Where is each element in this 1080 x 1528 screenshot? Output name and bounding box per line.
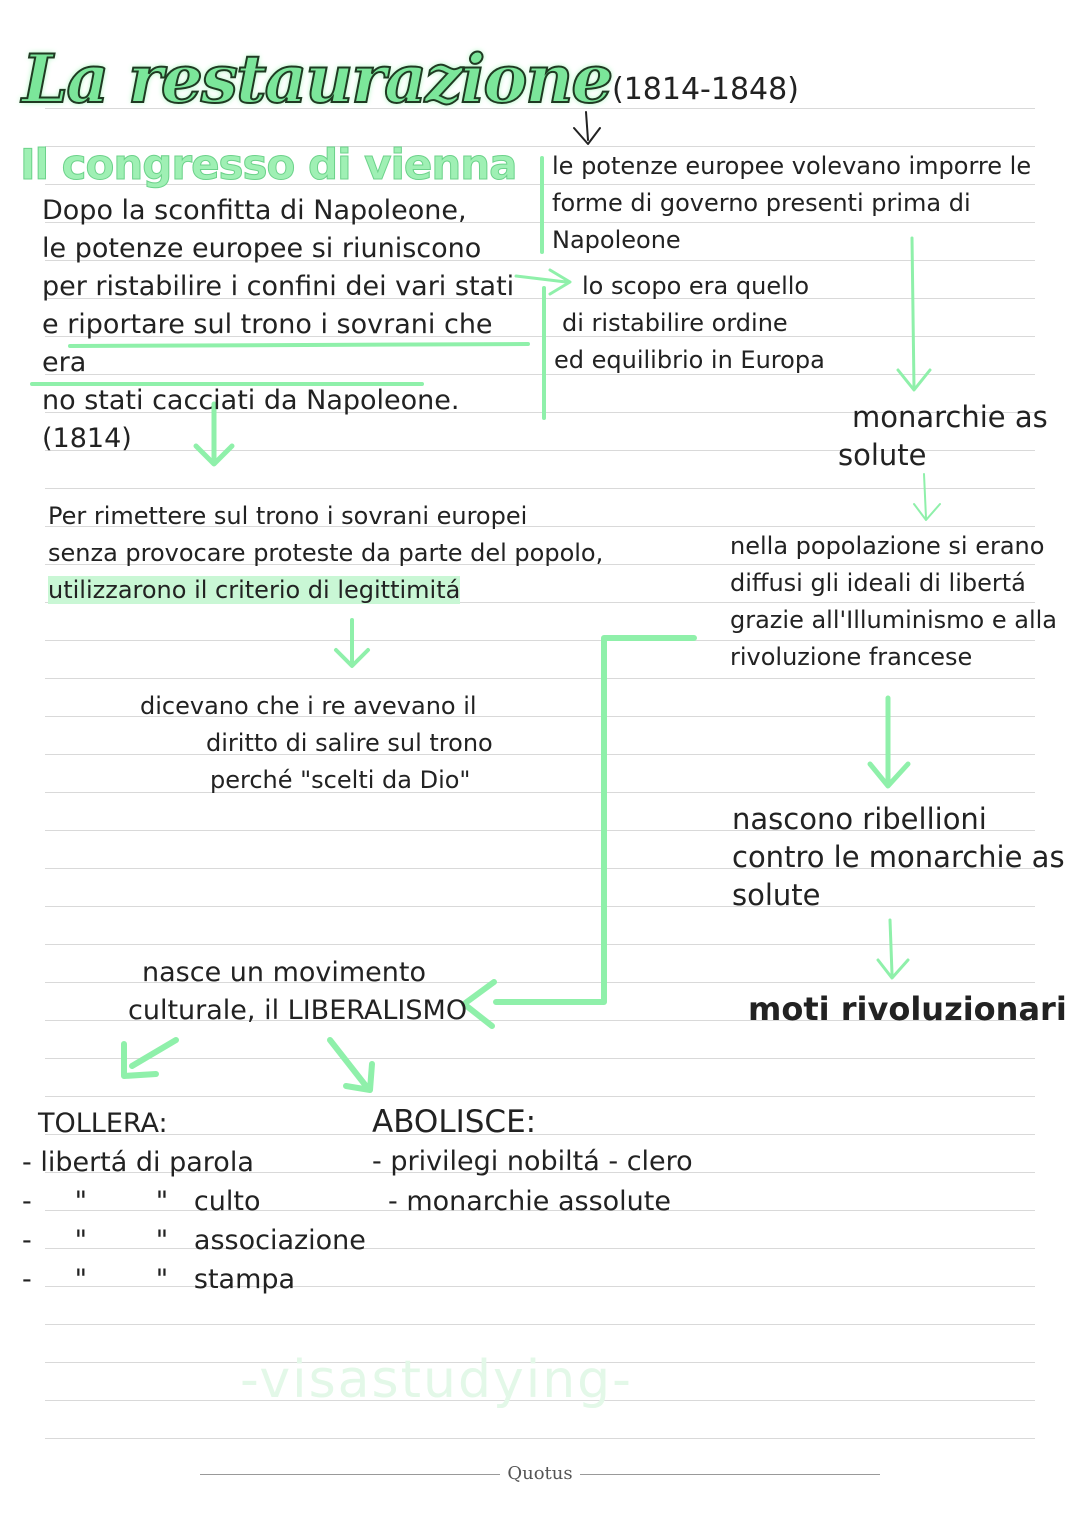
divine-line: dicevano che i re avevano il [140,692,477,720]
date-range: (1814-1848) [612,72,799,107]
purpose-line: di ristabilire ordine [562,309,788,337]
divine-line: diritto di salire sul trono [206,729,493,757]
tollera-heading: TOLLERA: [38,1108,168,1139]
criterion-line [48,572,608,609]
ideals-block [730,528,1075,676]
footer-brand: Quotus [501,1463,578,1484]
section-subtitle: Il congresso di vienna [20,140,517,189]
intro-line: Dopo la sconfitta di Napoleone, [42,195,467,226]
intro-block [42,192,542,458]
purpose-block [554,268,862,379]
purpose-line: ed equilibrio in Europa [554,346,825,374]
tollera-item: - " " associazione [22,1225,366,1256]
tollera-item: - " " culto [22,1186,261,1217]
powers-line: le potenze europee volevano imporre le [552,152,1032,180]
page-title: La restaurazione [22,40,612,118]
absolute-line: monarchie as [852,400,1048,434]
watermark: -visastudying- [240,1350,633,1410]
absolute-line: solute [838,438,927,472]
liberalism-line: nasce un movimento [142,957,427,988]
intro-line: no stati cacciati da Napoleone. (1814) [42,385,460,454]
intro-line: e riportare sul trono i sovrani che era [42,309,493,378]
tollera-block [22,1104,382,1299]
ideals-line: rivoluzione francese [730,643,973,671]
criterion-line: Per rimettere sul trono i sovrani europei [48,502,528,530]
ideals-line: grazie all'Illuminismo e alla [730,606,1057,634]
criterion-highlight: utilizzarono il criterio di legittimitá [48,576,461,604]
ideals-line: nella popolazione si erano [730,532,1045,560]
criterion-block [48,498,608,609]
rebellions-line: nascono ribellioni [732,802,987,836]
powers-block [552,148,1077,259]
tollera-arrow [124,1040,176,1076]
abolisce-arrow [330,1040,372,1090]
ideals-line: diffusi gli ideali di libertá [730,569,1026,597]
tollera-item: - " " stampa [22,1264,296,1295]
divine-right-block [140,688,540,799]
liberalism-line: culturale, il LIBERALISMO [128,995,468,1026]
purpose-line: lo scopo era quello [582,272,810,300]
abolisce-heading: ABOLISCE: [372,1104,537,1140]
tollera-item: - libertá di parola [22,1147,254,1178]
rebellions-block [732,800,1072,914]
abolisce-item: - privilegi nobiltá - clero [372,1146,693,1177]
divine-arrow [336,620,368,666]
absolute-arrow [898,238,930,390]
riots-label: moti rivoluzionari [748,990,1067,1028]
footer [0,1463,1080,1484]
intro-line: le potenze europee si riuniscono [42,233,482,264]
riots-arrow [878,920,908,978]
absolute-monarchies [838,398,1068,474]
ideals-arrow [914,474,940,520]
rebellions-arrow [870,698,908,786]
rebellions-line: contro le monarchie as [732,840,1065,874]
liberalism-block [128,954,478,1030]
abolisce-block [372,1102,752,1222]
abolisce-item: - monarchie assolute [388,1186,671,1217]
divine-line: perché "scelti da Dio" [210,766,471,794]
rebellions-line: solute [732,878,821,912]
powers-line: forme di governo presenti prima di Napoleone [552,189,971,254]
criterion-line: senza provocare proteste da parte del popolo, [48,539,604,567]
intro-line: per ristabilire i confini dei vari stati [42,271,515,302]
